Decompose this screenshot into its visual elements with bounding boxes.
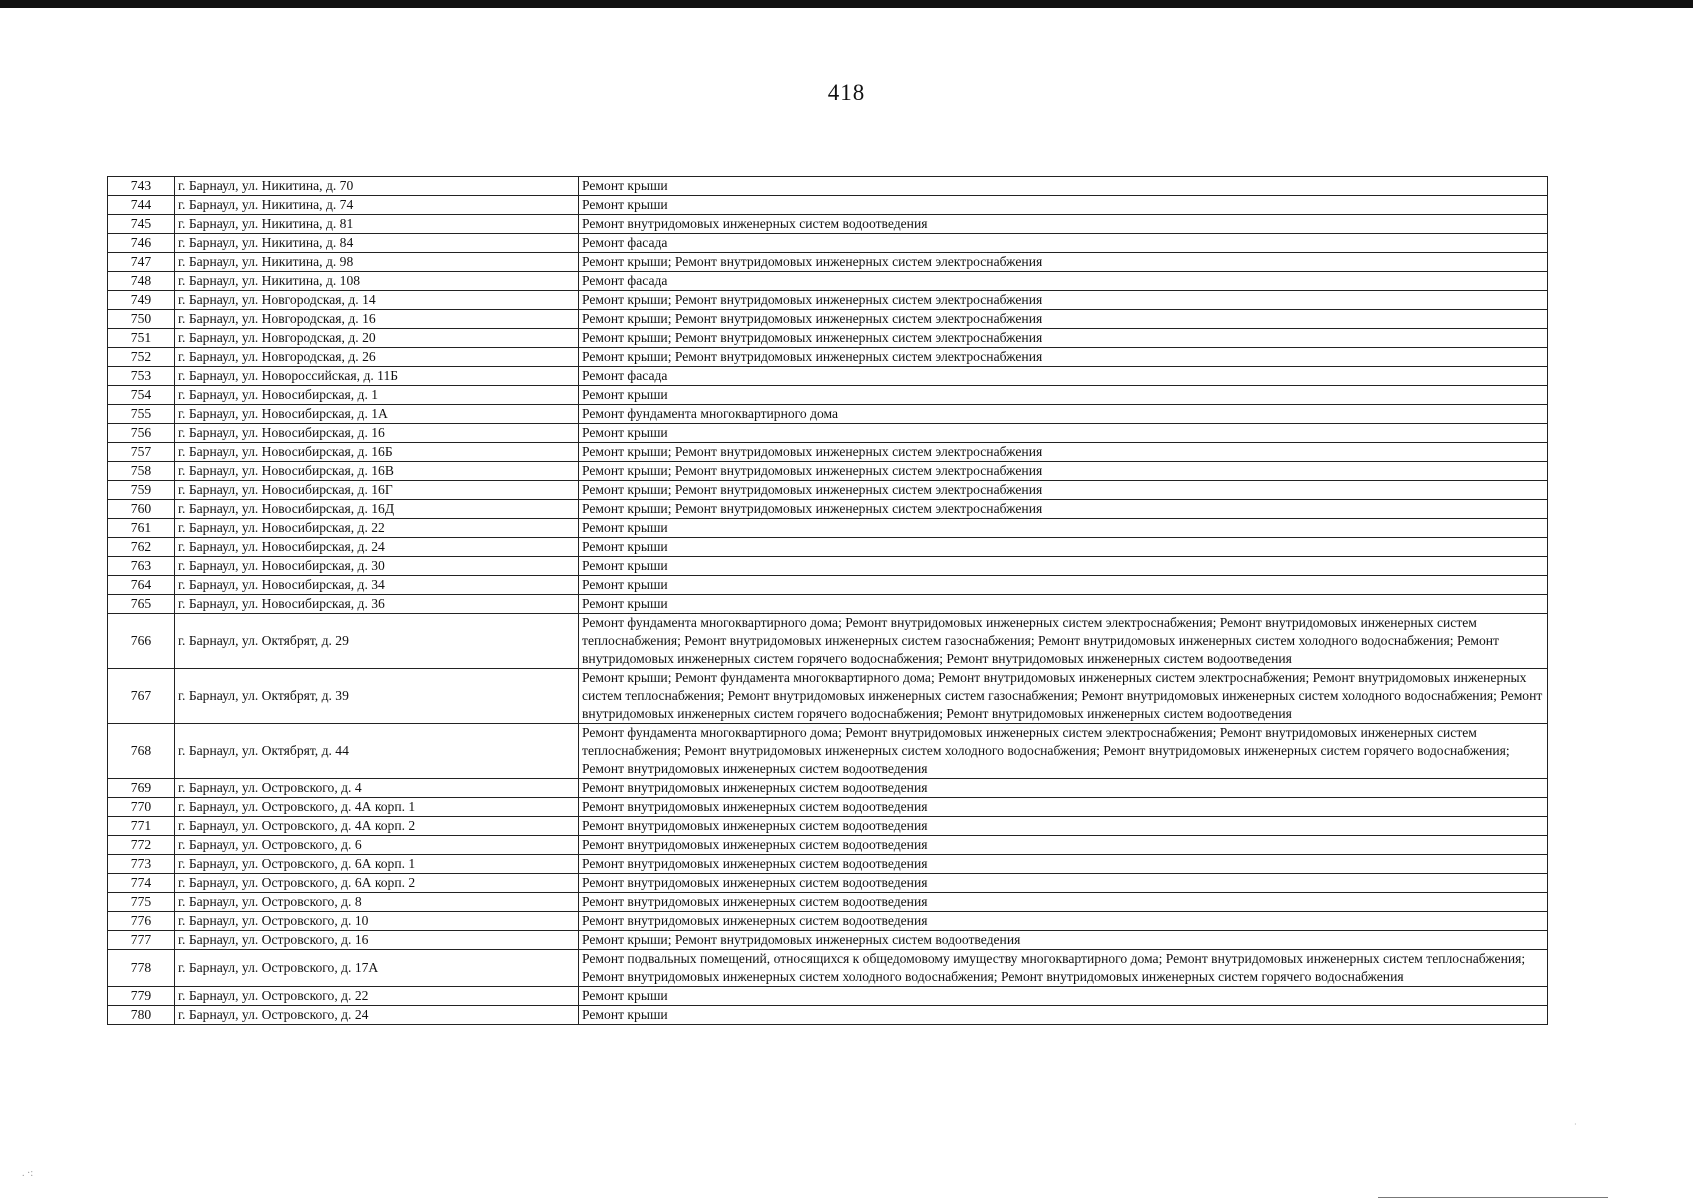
- table-row: [108, 196, 1548, 215]
- address-cell: г. Барнаул, ул. Островского, д. 4: [175, 779, 579, 798]
- address-cell: г. Барнаул, ул. Островского, д. 4А корп. 1: [175, 798, 579, 817]
- address-cell: г. Барнаул, ул. Никитина, д. 98: [175, 253, 579, 272]
- scan-artifact: ·: [1574, 1120, 1577, 1129]
- address-cell: г. Барнаул, ул. Новгородская, д. 14: [175, 291, 579, 310]
- address-cell: г. Барнаул, ул. Новгородская, д. 16: [175, 310, 579, 329]
- address-cell: г. Барнаул, ул. Новосибирская, д. 16Б: [175, 443, 579, 462]
- address-cell: г. Барнаул, ул. Никитина, д. 70: [175, 177, 579, 196]
- address-cell: г. Барнаул, ул. Новороссийская, д. 11Б: [175, 367, 579, 386]
- repair-work-cell: Ремонт крыши; Ремонт внутридомовых инженерных систем электроснабжения: [579, 291, 1548, 310]
- address-cell: г. Барнаул, ул. Новосибирская, д. 1: [175, 386, 579, 405]
- repair-work-cell: Ремонт внутридомовых инженерных систем водоотведения: [579, 912, 1548, 931]
- table-row: [108, 253, 1548, 272]
- table-row: [108, 519, 1548, 538]
- address-cell: г. Барнаул, ул. Новгородская, д. 20: [175, 329, 579, 348]
- table-row: [108, 367, 1548, 386]
- table-row: [108, 724, 1548, 779]
- repair-work-cell: Ремонт фасада: [579, 272, 1548, 291]
- scan-top-border: [0, 0, 1693, 8]
- address-cell: г. Барнаул, ул. Никитина, д. 108: [175, 272, 579, 291]
- row-number-cell: 748: [108, 272, 175, 291]
- row-number-cell: 780: [108, 1006, 175, 1025]
- repair-work-cell: Ремонт внутридомовых инженерных систем водоотведения: [579, 779, 1548, 798]
- repair-work-cell: Ремонт крыши: [579, 196, 1548, 215]
- table-row: [108, 424, 1548, 443]
- address-cell: г. Барнаул, ул. Островского, д. 4А корп. 2: [175, 817, 579, 836]
- address-cell: г. Барнаул, ул. Островского, д. 10: [175, 912, 579, 931]
- row-number-cell: 756: [108, 424, 175, 443]
- table-row: [108, 481, 1548, 500]
- address-cell: г. Барнаул, ул. Новосибирская, д. 24: [175, 538, 579, 557]
- address-cell: г. Барнаул, ул. Новосибирская, д. 16: [175, 424, 579, 443]
- table-row: [108, 1006, 1548, 1025]
- row-number-cell: 767: [108, 669, 175, 724]
- row-number-cell: 772: [108, 836, 175, 855]
- row-number-cell: 773: [108, 855, 175, 874]
- table-row: [108, 987, 1548, 1006]
- table-row: [108, 215, 1548, 234]
- repair-work-cell: Ремонт крыши: [579, 1006, 1548, 1025]
- repair-work-cell: Ремонт внутридомовых инженерных систем водоотведения: [579, 836, 1548, 855]
- table-row: [108, 291, 1548, 310]
- row-number-cell: 747: [108, 253, 175, 272]
- table-row: [108, 557, 1548, 576]
- repair-work-cell: Ремонт крыши; Ремонт внутридомовых инженерных систем электроснабжения: [579, 462, 1548, 481]
- address-cell: г. Барнаул, ул. Октябрят, д. 29: [175, 614, 579, 669]
- row-number-cell: 743: [108, 177, 175, 196]
- repair-work-cell: Ремонт крыши: [579, 538, 1548, 557]
- address-cell: г. Барнаул, ул. Октябрят, д. 44: [175, 724, 579, 779]
- table-row: [108, 405, 1548, 424]
- row-number-cell: 770: [108, 798, 175, 817]
- row-number-cell: 763: [108, 557, 175, 576]
- table-row: [108, 874, 1548, 893]
- repair-work-cell: Ремонт крыши; Ремонт внутридомовых инженерных систем электроснабжения: [579, 500, 1548, 519]
- table-row: [108, 595, 1548, 614]
- address-cell: г. Барнаул, ул. Островского, д. 6: [175, 836, 579, 855]
- repair-work-cell: Ремонт крыши; Ремонт внутридомовых инженерных систем электроснабжения: [579, 481, 1548, 500]
- row-number-cell: 779: [108, 987, 175, 1006]
- row-number-cell: 760: [108, 500, 175, 519]
- page-number: 418: [827, 80, 866, 105]
- row-number-cell: 761: [108, 519, 175, 538]
- table-row: [108, 836, 1548, 855]
- table-row: [108, 348, 1548, 367]
- row-number-cell: 778: [108, 950, 175, 987]
- row-number-cell: 771: [108, 817, 175, 836]
- repair-work-cell: Ремонт крыши: [579, 519, 1548, 538]
- repair-work-cell: Ремонт подвальных помещений, относящихся к общедомовому имуществу многоквартирного дома; Ремонт внутридомовых инженерных систем теплоснабжения; Ремонт внутридомовых инженерных систем холодного водоснабжения; Ремонт внутридомовых инженерных систем горячего водоснабжения: [579, 950, 1548, 987]
- row-number-cell: 758: [108, 462, 175, 481]
- repair-registry-table: [107, 176, 1548, 1025]
- table-row: [108, 950, 1548, 987]
- row-number-cell: 775: [108, 893, 175, 912]
- row-number-cell: 751: [108, 329, 175, 348]
- repair-work-cell: Ремонт крыши: [579, 177, 1548, 196]
- repair-work-cell: Ремонт фундамента многоквартирного дома; Ремонт внутридомовых инженерных систем электроснабжения; Ремонт внутридомовых инженерных систем теплоснабжения; Ремонт внутридомовых инженерных систем холодного водоснабжения; Ремонт внутридомовых инженерных систем горячего водоснабжения; Ремонт внутридомовых инженерных систем водоотведения: [579, 724, 1548, 779]
- repair-work-cell: Ремонт внутридомовых инженерных систем водоотведения: [579, 893, 1548, 912]
- repair-work-cell: Ремонт крыши; Ремонт внутридомовых инженерных систем электроснабжения: [579, 310, 1548, 329]
- table-row: [108, 912, 1548, 931]
- address-cell: г. Барнаул, ул. Новосибирская, д. 1А: [175, 405, 579, 424]
- table-row: [108, 893, 1548, 912]
- table-row: [108, 177, 1548, 196]
- address-cell: г. Барнаул, ул. Островского, д. 8: [175, 893, 579, 912]
- repair-work-cell: Ремонт фундамента многоквартирного дома; Ремонт внутридомовых инженерных систем электроснабжения; Ремонт внутридомовых инженерных систем теплоснабжения; Ремонт внутридомовых инженерных систем газоснабжения; Ремонт внутридомовых инженерных систем холодного водоснабжения; Ремонт внутридомовых инженерных систем горячего водоснабжения; Ремонт внутридомовых инженерных систем водоотведения: [579, 614, 1548, 669]
- address-cell: г. Барнаул, ул. Островского, д. 6А корп. 2: [175, 874, 579, 893]
- repair-work-cell: Ремонт крыши; Ремонт внутридомовых инженерных систем электроснабжения: [579, 253, 1548, 272]
- table-row: [108, 576, 1548, 595]
- repair-work-cell: Ремонт внутридомовых инженерных систем водоотведения: [579, 817, 1548, 836]
- repair-work-cell: Ремонт крыши: [579, 576, 1548, 595]
- address-cell: г. Барнаул, ул. Октябрят, д. 39: [175, 669, 579, 724]
- table-row: [108, 272, 1548, 291]
- row-number-cell: 752: [108, 348, 175, 367]
- repair-work-cell: Ремонт крыши; Ремонт внутридомовых инженерных систем электроснабжения: [579, 348, 1548, 367]
- table-row: [108, 798, 1548, 817]
- row-number-cell: 745: [108, 215, 175, 234]
- table-row: [108, 931, 1548, 950]
- registry-table-body: [108, 177, 1548, 1025]
- table-row: [108, 817, 1548, 836]
- address-cell: г. Барнаул, ул. Никитина, д. 74: [175, 196, 579, 215]
- repair-work-cell: Ремонт фасада: [579, 367, 1548, 386]
- address-cell: г. Барнаул, ул. Островского, д. 16: [175, 931, 579, 950]
- row-number-cell: 768: [108, 724, 175, 779]
- repair-work-cell: Ремонт крыши; Ремонт внутридомовых инженерных систем водоотведения: [579, 931, 1548, 950]
- repair-work-cell: Ремонт внутридомовых инженерных систем водоотведения: [579, 215, 1548, 234]
- row-number-cell: 753: [108, 367, 175, 386]
- table-row: [108, 310, 1548, 329]
- row-number-cell: 744: [108, 196, 175, 215]
- address-cell: г. Барнаул, ул. Новосибирская, д. 36: [175, 595, 579, 614]
- table-row: [108, 538, 1548, 557]
- repair-work-cell: Ремонт крыши; Ремонт внутридомовых инженерных систем электроснабжения: [579, 329, 1548, 348]
- table-row: [108, 234, 1548, 253]
- repair-work-cell: Ремонт крыши: [579, 424, 1548, 443]
- repair-work-cell: Ремонт внутридомовых инженерных систем водоотведения: [579, 798, 1548, 817]
- repair-work-cell: Ремонт крыши; Ремонт фундамента многоквартирного дома; Ремонт внутридомовых инженерных систем электроснабжения; Ремонт внутридомовых инженерных систем теплоснабжения; Ремонт внутридомовых инженерных систем газоснабжения; Ремонт внутридомовых инженерных систем холодного водоснабжения; Ремонт внутридомовых инженерных систем горячего водоснабжения; Ремонт внутридомовых инженерных систем водоотведения: [579, 669, 1548, 724]
- row-number-cell: 750: [108, 310, 175, 329]
- row-number-cell: 755: [108, 405, 175, 424]
- address-cell: г. Барнаул, ул. Никитина, д. 84: [175, 234, 579, 253]
- address-cell: г. Барнаул, ул. Новосибирская, д. 16Г: [175, 481, 579, 500]
- table-row: [108, 614, 1548, 669]
- repair-work-cell: Ремонт фундамента многоквартирного дома: [579, 405, 1548, 424]
- row-number-cell: 764: [108, 576, 175, 595]
- table-row: [108, 500, 1548, 519]
- table-row: [108, 462, 1548, 481]
- row-number-cell: 765: [108, 595, 175, 614]
- table-row: [108, 443, 1548, 462]
- repair-work-cell: Ремонт внутридомовых инженерных систем водоотведения: [579, 874, 1548, 893]
- address-cell: г. Барнаул, ул. Новгородская, д. 26: [175, 348, 579, 367]
- table-row: [108, 779, 1548, 798]
- row-number-cell: 776: [108, 912, 175, 931]
- row-number-cell: 777: [108, 931, 175, 950]
- scan-artifact: . ·:: [22, 1168, 34, 1179]
- address-cell: г. Барнаул, ул. Островского, д. 6А корп. 1: [175, 855, 579, 874]
- repair-work-cell: Ремонт внутридомовых инженерных систем водоотведения: [579, 855, 1548, 874]
- address-cell: г. Барнаул, ул. Никитина, д. 81: [175, 215, 579, 234]
- row-number-cell: 769: [108, 779, 175, 798]
- row-number-cell: 762: [108, 538, 175, 557]
- row-number-cell: 754: [108, 386, 175, 405]
- address-cell: г. Барнаул, ул. Новосибирская, д. 30: [175, 557, 579, 576]
- repair-work-cell: Ремонт крыши: [579, 987, 1548, 1006]
- address-cell: г. Барнаул, ул. Островского, д. 22: [175, 987, 579, 1006]
- address-cell: г. Барнаул, ул. Новосибирская, д. 16Д: [175, 500, 579, 519]
- row-number-cell: 757: [108, 443, 175, 462]
- row-number-cell: 759: [108, 481, 175, 500]
- row-number-cell: 746: [108, 234, 175, 253]
- repair-work-cell: Ремонт крыши; Ремонт внутридомовых инженерных систем электроснабжения: [579, 443, 1548, 462]
- table-row: [108, 386, 1548, 405]
- repair-work-cell: Ремонт фасада: [579, 234, 1548, 253]
- table-row: [108, 329, 1548, 348]
- address-cell: г. Барнаул, ул. Новосибирская, д. 16В: [175, 462, 579, 481]
- address-cell: г. Барнаул, ул. Островского, д. 17А: [175, 950, 579, 987]
- table-row: [108, 855, 1548, 874]
- repair-work-cell: Ремонт крыши: [579, 386, 1548, 405]
- address-cell: г. Барнаул, ул. Новосибирская, д. 34: [175, 576, 579, 595]
- row-number-cell: 749: [108, 291, 175, 310]
- repair-work-cell: Ремонт крыши: [579, 557, 1548, 576]
- scan-bottom-line: [1378, 1197, 1608, 1198]
- repair-work-cell: Ремонт крыши: [579, 595, 1548, 614]
- table-row: [108, 669, 1548, 724]
- row-number-cell: 774: [108, 874, 175, 893]
- address-cell: г. Барнаул, ул. Новосибирская, д. 22: [175, 519, 579, 538]
- address-cell: г. Барнаул, ул. Островского, д. 24: [175, 1006, 579, 1025]
- row-number-cell: 766: [108, 614, 175, 669]
